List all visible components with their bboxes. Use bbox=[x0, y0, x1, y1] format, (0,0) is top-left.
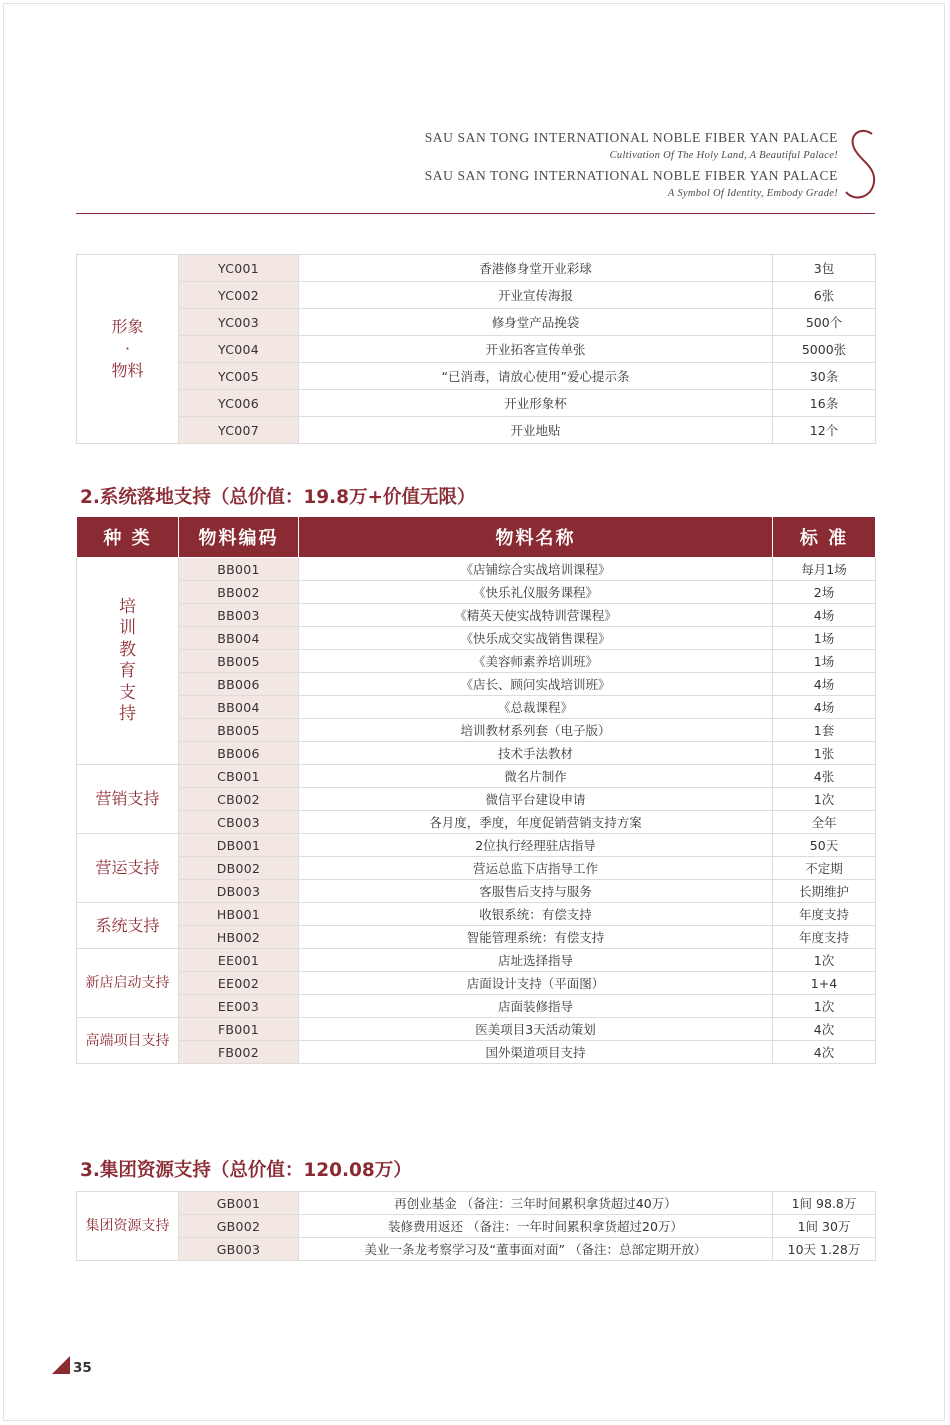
code-cell: BB006 bbox=[179, 673, 299, 696]
table-header-row bbox=[77, 517, 876, 558]
table-row bbox=[77, 650, 876, 673]
code-cell: YC005 bbox=[179, 363, 299, 390]
code-cell: BB005 bbox=[179, 650, 299, 673]
table-row bbox=[77, 417, 876, 444]
system-support-table-body bbox=[77, 558, 876, 1064]
table-row bbox=[77, 719, 876, 742]
section-2-title: 2.系统落地支持（总价值：19.8万+价值无限） bbox=[80, 487, 476, 508]
code-cell: EE002 bbox=[179, 972, 299, 995]
code-cell: FB001 bbox=[179, 1018, 299, 1041]
code-cell: DB001 bbox=[179, 834, 299, 857]
brand-tagline-2: A Symbol Of Identity, Embody Grade! bbox=[667, 188, 838, 199]
section-3-title: 3.集团资源支持（总价值：120.08万） bbox=[80, 1160, 412, 1181]
standard-cell: 年度支持 bbox=[773, 903, 876, 926]
standard-cell: 不定期 bbox=[773, 857, 876, 880]
code-cell: BB001 bbox=[179, 558, 299, 581]
standard-cell: 4张 bbox=[773, 765, 876, 788]
code-cell: EE001 bbox=[179, 949, 299, 972]
standard-cell: 1次 bbox=[773, 995, 876, 1018]
name-cell: 美业一条龙考察学习及“董事面对面” （备注：总部定期开放） bbox=[299, 1238, 773, 1261]
code-cell: BB004 bbox=[179, 696, 299, 719]
brand-line-1: SAU SAN TONG INTERNATIONAL NOBLE FIBER YAN PALACE bbox=[424, 130, 838, 145]
header-standard: 标 准 bbox=[773, 517, 876, 558]
name-cell: 再创业基金 （备注：三年时间累积拿货超过40万） bbox=[299, 1192, 773, 1215]
table-row bbox=[77, 1041, 876, 1064]
name-cell: “已消毒，请放心使用”爱心提示条 bbox=[299, 363, 773, 390]
table-row bbox=[77, 880, 876, 903]
table-row bbox=[77, 673, 876, 696]
category-label: 形象 bbox=[111, 317, 144, 336]
standard-cell: 4次 bbox=[773, 1041, 876, 1064]
table-row bbox=[77, 949, 876, 972]
name-cell: 店面设计支持（平面图） bbox=[299, 972, 773, 995]
code-cell: HB002 bbox=[179, 926, 299, 949]
table-row bbox=[77, 627, 876, 650]
code-cell: YC004 bbox=[179, 336, 299, 363]
standard-cell: 1场 bbox=[773, 650, 876, 673]
brand-logo-s bbox=[842, 128, 882, 204]
code-cell: YC006 bbox=[179, 390, 299, 417]
table-row bbox=[77, 972, 876, 995]
table-row bbox=[77, 1215, 876, 1238]
page-number: 35 bbox=[73, 1360, 92, 1376]
table-row bbox=[77, 1238, 876, 1261]
standard-cell: 5000张 bbox=[773, 336, 876, 363]
code-cell: GB001 bbox=[179, 1192, 299, 1215]
code-cell: BB006 bbox=[179, 742, 299, 765]
table-row bbox=[77, 581, 876, 604]
code-cell: BB003 bbox=[179, 604, 299, 627]
code-cell: CB002 bbox=[179, 788, 299, 811]
name-cell: 修身堂产品挽袋 bbox=[299, 309, 773, 336]
brand-tagline-1: Cultivation Of The Holy Land, A Beautiful Palace! bbox=[609, 150, 838, 161]
name-cell: 微信平台建设申请 bbox=[299, 788, 773, 811]
category-label: 高端项目支持 bbox=[85, 1032, 170, 1049]
name-cell: 开业形象杯 bbox=[299, 390, 773, 417]
standard-cell: 1张 bbox=[773, 742, 876, 765]
standard-cell: 500个 bbox=[773, 309, 876, 336]
name-cell: 开业地贴 bbox=[299, 417, 773, 444]
standard-cell: 12个 bbox=[773, 417, 876, 444]
code-cell: YC001 bbox=[179, 255, 299, 282]
name-cell: 客服售后支持与服务 bbox=[299, 880, 773, 903]
code-cell: HB001 bbox=[179, 903, 299, 926]
category-cell bbox=[77, 1018, 179, 1064]
standard-cell: 6张 bbox=[773, 282, 876, 309]
category-cell bbox=[77, 765, 179, 834]
name-cell: 《快乐礼仪服务课程》 bbox=[299, 581, 773, 604]
code-cell: EE003 bbox=[179, 995, 299, 1018]
category-cell bbox=[77, 834, 179, 903]
header-category: 种 类 bbox=[77, 517, 179, 558]
table-row bbox=[77, 926, 876, 949]
standard-cell: 1+4 bbox=[773, 972, 876, 995]
system-support-table bbox=[76, 516, 876, 1064]
name-cell: 收银系统：有偿支持 bbox=[299, 903, 773, 926]
standard-cell: 年度支持 bbox=[773, 926, 876, 949]
table-row bbox=[77, 995, 876, 1018]
table-row bbox=[77, 742, 876, 765]
standard-cell: 4场 bbox=[773, 604, 876, 627]
name-cell: 技术手法教材 bbox=[299, 742, 773, 765]
image-materials-table-body bbox=[77, 255, 876, 444]
table-row bbox=[77, 1018, 876, 1041]
standard-cell: 16条 bbox=[773, 390, 876, 417]
name-cell: 《精英天使实战特训营课程》 bbox=[299, 604, 773, 627]
category-label: 物料 bbox=[111, 361, 144, 380]
table-row bbox=[77, 336, 876, 363]
standard-cell: 长期维护 bbox=[773, 880, 876, 903]
code-cell: DB003 bbox=[179, 880, 299, 903]
name-cell: 营运总监下店指导工作 bbox=[299, 857, 773, 880]
name-cell: 培训教材系列套（电子版） bbox=[299, 719, 773, 742]
table-row bbox=[77, 811, 876, 834]
standard-cell: 每月1场 bbox=[773, 558, 876, 581]
group-resource-table-body bbox=[77, 1192, 876, 1261]
image-materials-table bbox=[76, 254, 876, 444]
category-cell bbox=[77, 558, 179, 765]
code-cell: BB004 bbox=[179, 627, 299, 650]
code-cell: GB002 bbox=[179, 1215, 299, 1238]
brand-line-2: SAU SAN TONG INTERNATIONAL NOBLE FIBER YAN PALACE bbox=[424, 168, 838, 183]
name-cell: 各月度，季度，年度促销营销支持方案 bbox=[299, 811, 773, 834]
category-label: · bbox=[124, 339, 131, 358]
name-cell: 开业拓客宣传单张 bbox=[299, 336, 773, 363]
header-code: 物料编码 bbox=[179, 517, 299, 558]
name-cell: 开业宣传海报 bbox=[299, 282, 773, 309]
standard-cell: 2场 bbox=[773, 581, 876, 604]
header-divider bbox=[76, 213, 875, 214]
code-cell: GB003 bbox=[179, 1238, 299, 1261]
table-row bbox=[77, 363, 876, 390]
standard-cell: 50天 bbox=[773, 834, 876, 857]
name-cell: 装修费用返还 （备注：一年时间累积拿货超过20万） bbox=[299, 1215, 773, 1238]
code-cell: CB003 bbox=[179, 811, 299, 834]
code-cell: FB002 bbox=[179, 1041, 299, 1064]
standard-cell: 4场 bbox=[773, 696, 876, 719]
table-row bbox=[77, 788, 876, 811]
standard-cell: 30条 bbox=[773, 363, 876, 390]
table-row bbox=[77, 558, 876, 581]
name-cell: 智能管理系统：有偿支持 bbox=[299, 926, 773, 949]
name-cell: 香港修身堂开业彩球 bbox=[299, 255, 773, 282]
table-row bbox=[77, 1192, 876, 1215]
standard-cell: 全年 bbox=[773, 811, 876, 834]
name-cell: 店面装修指导 bbox=[299, 995, 773, 1018]
category-cell bbox=[77, 255, 179, 444]
table-row bbox=[77, 255, 876, 282]
category-label: 培训教育支持 bbox=[119, 596, 136, 724]
table-row bbox=[77, 309, 876, 336]
name-cell: 《快乐成交实战销售课程》 bbox=[299, 627, 773, 650]
category-label: 营销支持 bbox=[95, 789, 160, 808]
name-cell: 《美容师素养培训班》 bbox=[299, 650, 773, 673]
standard-cell: 1场 bbox=[773, 627, 876, 650]
standard-cell: 3包 bbox=[773, 255, 876, 282]
table-row bbox=[77, 390, 876, 417]
name-cell: 医美项目3天活动策划 bbox=[299, 1018, 773, 1041]
category-label: 营运支持 bbox=[95, 858, 160, 877]
standard-cell: 1间 30万 bbox=[773, 1215, 876, 1238]
category-cell: 集团资源支持 bbox=[77, 1192, 179, 1261]
code-cell: YC002 bbox=[179, 282, 299, 309]
standard-cell: 4场 bbox=[773, 673, 876, 696]
table-row bbox=[77, 857, 876, 880]
name-cell: 《店铺综合实战培训课程》 bbox=[299, 558, 773, 581]
header-name: 物料名称 bbox=[299, 517, 773, 558]
name-cell: 店址选择指导 bbox=[299, 949, 773, 972]
standard-cell: 10天 1.28万 bbox=[773, 1238, 876, 1261]
code-cell: BB002 bbox=[179, 581, 299, 604]
standard-cell: 1次 bbox=[773, 949, 876, 972]
name-cell: 《店长、顾问实战培训班》 bbox=[299, 673, 773, 696]
table-row bbox=[77, 282, 876, 309]
category-label: 新店启动支持 bbox=[85, 975, 170, 991]
code-cell: CB001 bbox=[179, 765, 299, 788]
code-cell: YC007 bbox=[179, 417, 299, 444]
category-label: 系统支持 bbox=[95, 915, 160, 935]
name-cell: 微名片制作 bbox=[299, 765, 773, 788]
code-cell: YC003 bbox=[179, 309, 299, 336]
code-cell: BB005 bbox=[179, 719, 299, 742]
table-row bbox=[77, 765, 876, 788]
standard-cell: 1套 bbox=[773, 719, 876, 742]
table-row bbox=[77, 834, 876, 857]
page-corner-triangle bbox=[52, 1356, 70, 1374]
code-cell: DB002 bbox=[179, 857, 299, 880]
category-cell bbox=[77, 949, 179, 1018]
standard-cell: 1间 98.8万 bbox=[773, 1192, 876, 1215]
name-cell: 2位执行经理驻店指导 bbox=[299, 834, 773, 857]
name-cell: 《总裁课程》 bbox=[299, 696, 773, 719]
name-cell: 国外渠道项目支持 bbox=[299, 1041, 773, 1064]
group-resource-table bbox=[76, 1191, 876, 1261]
table-row bbox=[77, 696, 876, 719]
table-row bbox=[77, 903, 876, 926]
table-row bbox=[77, 604, 876, 627]
standard-cell: 1次 bbox=[773, 788, 876, 811]
category-cell bbox=[77, 903, 179, 949]
standard-cell: 4次 bbox=[773, 1018, 876, 1041]
